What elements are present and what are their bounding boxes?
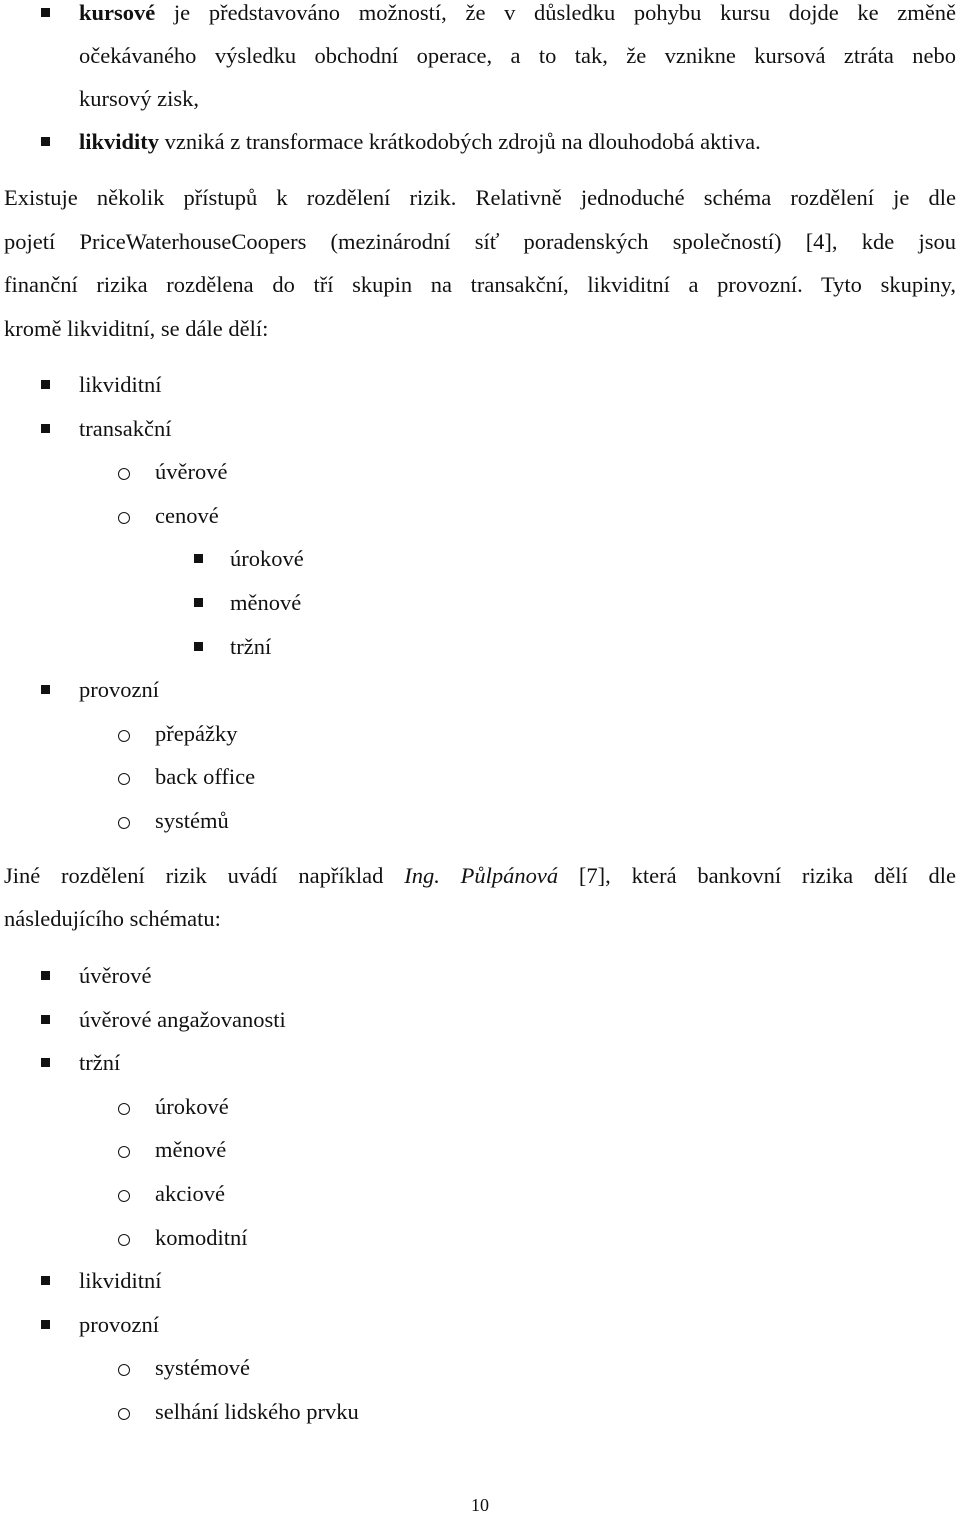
author-name: Ing. Půlpánová: [404, 863, 559, 888]
list-item: tržní: [230, 633, 272, 659]
list-item: provozní: [79, 677, 159, 703]
bullet-circle-icon: [118, 730, 130, 742]
bullet-square-icon: [194, 554, 203, 563]
intro-bullet-kursove-line2: očekávaného výsledku obchodní operace, a to tak, že vznikne kursová ztráta nebo: [79, 43, 956, 68]
list-item: back office: [155, 764, 256, 790]
bullet-circle-icon: [118, 817, 130, 829]
bullet-square-icon: [194, 642, 203, 651]
list-item: měnové: [230, 590, 302, 615]
bullet-square-icon: [41, 1058, 50, 1067]
bullet-square-icon: [41, 971, 50, 980]
bullet-circle-icon: [118, 1103, 130, 1115]
bullet-square-icon: [41, 424, 50, 433]
bullet-circle-icon: [118, 1146, 130, 1158]
intro-bullet-term: likvidity: [79, 129, 160, 154]
bullet-circle-icon: [118, 1408, 130, 1420]
list-item: transakční: [79, 415, 172, 441]
list-item: úvěrové angažovanosti: [79, 1006, 286, 1032]
bullet-circle-icon: [118, 1190, 130, 1202]
intro-bullet-kursove: [79, 2, 956, 25]
paragraph-line: pojetí PriceWaterhouseCoopers (mezinárodní síť poradenských společností) [4], kde jsou: [4, 229, 956, 254]
intro-bullet-text: vzniká z transformace krátkodobých zdrojů na dlouhodobá aktiva.: [159, 129, 761, 154]
list-item: akciové: [155, 1181, 225, 1206]
bullet-square-icon: [194, 598, 203, 607]
list-item: provozní: [79, 1311, 159, 1337]
intro-bullet-term: kursové: [79, 0, 156, 25]
bullet-square-icon: [41, 685, 50, 694]
bullet-circle-icon: [118, 773, 130, 785]
list-item: cenové: [155, 502, 219, 528]
paragraph-line: Existuje několik přístupů k rozdělení rizik. Relativně jednoduché schéma rozdělení je dle: [4, 185, 956, 210]
intro-bullet-text: je představováno možností, že v důsledku pohybu kursu dojde ke změně: [155, 0, 956, 25]
bullet-circle-icon: [118, 512, 130, 524]
list-item: komoditní: [155, 1224, 248, 1250]
bullet-circle-icon: [118, 1364, 130, 1376]
page-number: 10: [471, 1495, 489, 1515]
list-item: likviditní: [79, 372, 162, 397]
list-item: úrokové: [155, 1093, 229, 1119]
list-item: úvěrové: [79, 963, 152, 988]
intro-bullet-likvidity: [79, 131, 761, 154]
paragraph-line: kromě likviditní, se dále dělí:: [4, 316, 269, 341]
bullet-circle-icon: [118, 1234, 130, 1246]
list-item: úvěrové: [155, 459, 228, 485]
list-item: systémové: [155, 1355, 250, 1381]
bullet-square-icon: [41, 1320, 50, 1329]
intro-bullet-kursove-line3: kursový zisk,: [79, 86, 199, 111]
bullet-circle-icon: [118, 468, 130, 480]
list-item: úrokové: [230, 546, 304, 572]
list-item: likviditní: [79, 1268, 162, 1294]
list-item: tržní: [79, 1050, 121, 1076]
list-item: přepážky: [155, 720, 238, 746]
list-item: selhání lidského prvku: [155, 1399, 359, 1424]
list-item: měnové: [155, 1137, 227, 1163]
paragraph-line: finanční rizika rozdělena do tří skupin na transakční, likviditní a provozní. Tyto skupiny,: [4, 272, 956, 297]
bullet-square-icon: [41, 137, 50, 146]
bullet-square-icon: [41, 8, 50, 17]
bullet-square-icon: [41, 380, 50, 389]
bullet-square-icon: [41, 1276, 50, 1285]
paragraph2-line2: následujícího schématu:: [4, 906, 221, 931]
bullet-square-icon: [41, 1015, 50, 1024]
list-item: systémů: [155, 808, 229, 833]
paragraph2-line1: Jiné rozdělení rizik uvádí například Ing. Půlpánová [7], která bankovní rizika dělí dle: [4, 863, 957, 888]
